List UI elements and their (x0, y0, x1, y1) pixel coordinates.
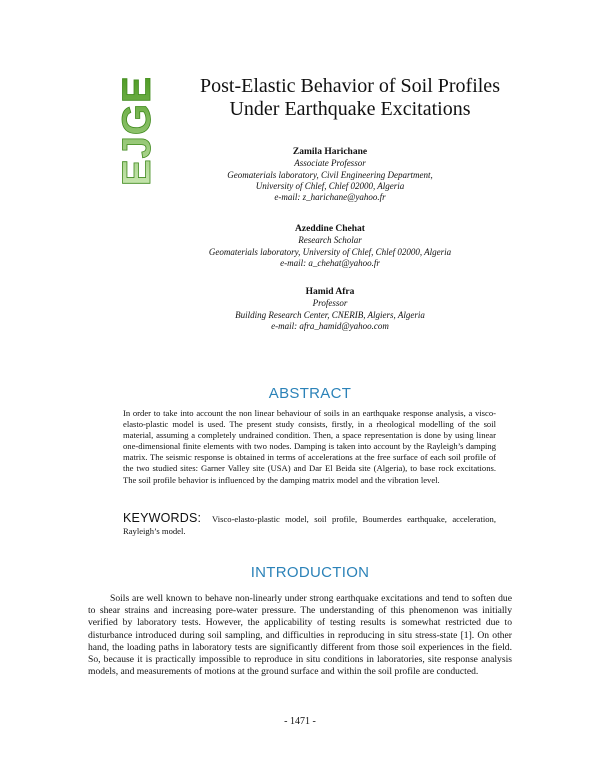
keywords-text: Visco-elasto-plastic model, soil profile, Boumerdes earthquake, acceleration, Rayleigh’s model. (123, 514, 496, 536)
abstract-text: In order to take into account the non linear behaviour of soils in an earthquake response analysis, a visco-elasto-plastic model is used. The present study consists, firstly, in a rheological modelling of the soil material, assuming a completely undrained condition. Then, a space representation is done by using linear one-dimensional finite elements with two nodes. Damping is taken into account by the Rayleigh’s damping matrix. The seismic response is obtained in terms of accelerations at the free surface of each soil profile of the two studied sites: Garner Valley site (USA) and Dar El Beida site (Algeria), to base rock excitations. The soil profile behavior is influenced by the damping matrix model and the vibration level. (123, 408, 496, 485)
author-affiliation: Geomaterials laboratory, University of Chlef, Chlef 02000, Algeria (208, 246, 452, 257)
author-affiliation: Geomaterials laboratory, Civil Engineering Department, (227, 169, 433, 180)
author-block-2 (130, 224, 530, 269)
page-number: - 1471 - (284, 716, 316, 727)
author-block-1 (130, 147, 530, 203)
introduction-paragraph: Soils are well known to behave non-linearly under strong earthquake excitations and tend to soften due to shear strains and increasing pore-water pressure. The understanding of this phenomenon was initially verified by laboratory tests. However, the applicability of testing results is somewhat restricted due to disturbance introduced during soil sampling, and difficulties in reproducing in situ stress-state [1]. On other hand, the loading paths in laboratory tests are significantly different from those soil experiences in the field. So, because it is practically impossible to reproduce in situ conditions in laboratories, site response analysis models, and measurements of motions at the ground surface and within the soil profile are conducted. (88, 593, 512, 678)
author-name: Hamid Afra (305, 287, 355, 297)
introduction-heading: INTRODUCTION (250, 564, 370, 581)
author-block-3 (130, 287, 530, 332)
abstract-heading: ABSTRACT (268, 385, 352, 402)
paper-title (180, 75, 520, 121)
author-role: Professor (312, 298, 348, 309)
author-role: Research Scholar (298, 235, 362, 246)
author-email[interactable]: e-mail: afra_hamid@yahoo.com (271, 320, 389, 331)
author-email[interactable]: e-mail: z_harichane@yahoo.fr (274, 192, 386, 203)
author-role: Associate Professor (294, 158, 366, 169)
author-affiliation: Building Research Center, CNERIB, Algiers, Algeria (235, 309, 425, 320)
logo-text: EJGE (115, 78, 158, 186)
author-name: Azeddine Chehat (295, 224, 365, 234)
keywords-label: KEYWORDS: (123, 511, 202, 525)
author-affiliation: University of Chlef, Chlef 02000, Algeria (255, 180, 405, 191)
keywords (123, 512, 496, 537)
title-line-1: Post-Elastic Behavior of Soil Profiles (200, 75, 500, 97)
title-line-2: Under Earthquake Excitations (229, 98, 471, 120)
author-email[interactable]: e-mail: a_chehat@yahoo.fr (280, 257, 380, 268)
author-name: Zamila Harichane (292, 147, 368, 157)
